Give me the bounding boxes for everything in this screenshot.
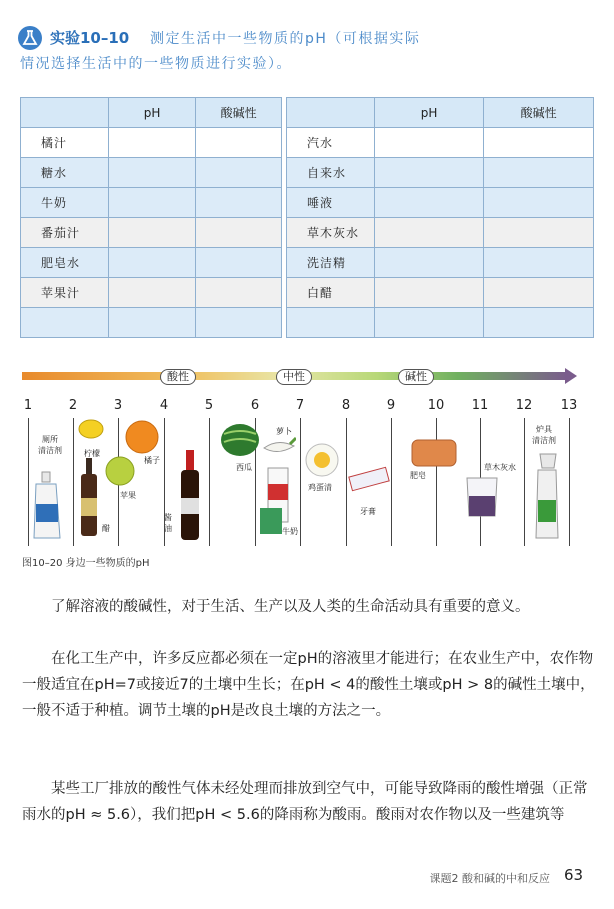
ph-table-right — [286, 97, 594, 338]
vinegar-label: 醋 — [102, 524, 110, 533]
table-row: 洗洁精 — [287, 248, 594, 278]
tick-label: 2 — [68, 398, 78, 413]
table-row: 苹果汁 — [21, 278, 282, 308]
tick-label: 8 — [341, 398, 351, 413]
paragraph-3: 某些工厂排放的酸性气体未经处理而排放到空气中，可能导致降雨的酸性增强（正常雨水的pH ≈ 5.6），我们把pH < 5.6的降雨称为酸雨。酸雨对农作物以及一些建筑等 — [22, 781, 588, 823]
tick-label: 6 — [250, 398, 260, 413]
tick-label: 11 — [471, 398, 489, 413]
ph-line — [209, 418, 210, 546]
stove-cleaner-label: 炉具 清洁剂 — [532, 425, 556, 445]
table-row: 汽水 — [287, 128, 594, 158]
tick-label: 5 — [204, 398, 214, 413]
orange-icon — [124, 420, 160, 454]
soy-sauce-label: 酱油 — [164, 513, 172, 533]
milk-label: 牛奶 — [282, 527, 298, 536]
tick-label: 1 — [23, 398, 33, 413]
lemon-icon — [78, 418, 104, 440]
tick-label: 10 — [427, 398, 445, 413]
ph-line — [569, 418, 570, 546]
toilet-cleaner-bottle-icon — [30, 470, 64, 542]
ph-line — [524, 418, 525, 546]
table-row: 番茄汁 — [21, 218, 282, 248]
ph-table-left — [20, 97, 282, 338]
tick-label: 12 — [515, 398, 533, 413]
table-row: 唾液 — [287, 188, 594, 218]
table-row: 白醋 — [287, 278, 594, 308]
table-row — [287, 308, 594, 338]
toothpaste-label: 牙膏 — [360, 507, 376, 516]
ph-line — [28, 418, 29, 546]
table-header-ph: pH — [374, 98, 484, 128]
ph-line — [73, 418, 74, 546]
neutral-tag: 中性 — [276, 369, 312, 385]
lemon-label: 柠檬 — [84, 449, 100, 458]
chapter-footer: 课题2 酸和碱的中和反应 — [429, 872, 550, 885]
table-header-ph: pH — [108, 98, 196, 128]
ph-line — [346, 418, 347, 546]
arrow-right-icon — [565, 368, 577, 384]
tick-label: 13 — [560, 398, 578, 413]
table-header-blank — [287, 98, 375, 128]
soap-icon — [410, 436, 458, 468]
paragraph-2: 在化工生产中，许多反应都必须在一定pH的溶液里才能进行；在农业生产中，农作物一般适宜在pH=7或接近7的土壤中生长；在pH < 4的酸性土壤或pH > 8的碱性土壤中，一般不适于种植。调节土壤的pH是改良土壤的方法之一。 — [22, 651, 595, 719]
experiment-label: 实验10–10 — [50, 29, 130, 47]
table-row: 自来水 — [287, 158, 594, 188]
acid-tag: 酸性 — [160, 369, 196, 385]
ph-line — [391, 418, 392, 546]
toilet-cleaner-label: 厕所 清洁剂 — [38, 435, 62, 455]
page-number: 63 — [564, 866, 584, 884]
apple-icon — [104, 454, 136, 486]
apple-label: 苹果 — [120, 491, 136, 500]
table-row — [21, 308, 282, 338]
watermelon-icon — [220, 422, 260, 458]
table-row: 草木灰水 — [287, 218, 594, 248]
table-row: 糖水 — [21, 158, 282, 188]
egg-white-icon — [304, 442, 340, 478]
egg-white-label: 鸡蛋清 — [308, 483, 332, 492]
tick-label: 4 — [159, 398, 169, 413]
toothpaste-icon — [348, 466, 390, 494]
table-header-acidity: 酸碱性 — [484, 98, 594, 128]
table-header-blank — [21, 98, 109, 128]
flask-icon — [18, 26, 42, 50]
tick-label: 9 — [386, 398, 396, 413]
table-row: 肥皂水 — [21, 248, 282, 278]
soap-label: 肥皂 — [410, 471, 426, 480]
figure-caption: 图10–20 身边一些物质的pH — [22, 558, 150, 569]
table-header-acidity: 酸碱性 — [196, 98, 282, 128]
radish-icon — [260, 436, 296, 458]
base-tag: 碱性 — [398, 369, 434, 385]
experiment-title-line1: 测定生活中一些物质的pH（可根据实际 — [150, 31, 421, 47]
orange-label: 橘子 — [144, 456, 160, 465]
table-row: 橘汁 — [21, 128, 282, 158]
wood-ash-water-label: 草木灰水 — [484, 463, 516, 472]
watermelon-label: 西瓜 — [236, 463, 252, 472]
experiment-title-line2: 情况选择生活中的一些物质进行实验）。 — [20, 56, 292, 72]
tick-label: 3 — [113, 398, 123, 413]
table-row: 牛奶 — [21, 188, 282, 218]
stove-cleaner-spray-icon — [532, 452, 562, 540]
beaker-icon — [464, 476, 500, 518]
tick-label: 7 — [295, 398, 305, 413]
vinegar-bottle-icon — [78, 458, 100, 538]
paragraph-1: 了解溶液的酸碱性，对于生活、生产以及人类的生命活动具有重要的意义。 — [51, 599, 530, 615]
soy-sauce-bottle-icon — [178, 450, 202, 542]
radish-label: 萝卜 — [276, 427, 292, 436]
